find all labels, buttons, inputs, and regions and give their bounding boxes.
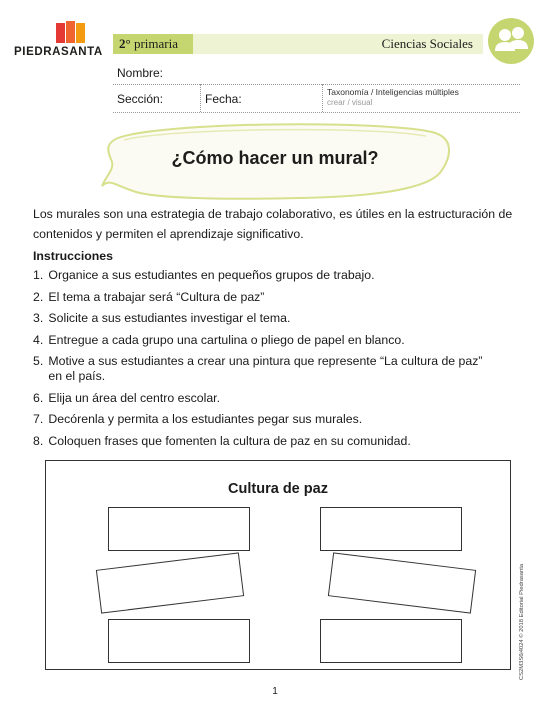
mural-card	[108, 507, 250, 551]
list-item	[33, 311, 513, 326]
step-text: Elija un área del centro escolar.	[48, 390, 220, 405]
list-item	[33, 333, 513, 348]
step-number: 2.	[33, 289, 44, 304]
grade-tab	[113, 34, 193, 54]
group-icon	[488, 18, 534, 64]
book-logo-icon	[54, 20, 88, 44]
divider	[113, 112, 520, 113]
mural-card	[328, 552, 476, 613]
page-number: 1	[272, 686, 278, 697]
step-number: 4.	[33, 332, 44, 347]
mural-card	[108, 619, 250, 663]
list-item	[33, 290, 513, 305]
grade-label	[119, 36, 178, 52]
step-number: 3.	[33, 311, 44, 325]
date-label: Fecha:	[205, 92, 242, 106]
step-text: Solicite a sus estudiantes investigar el tema.	[48, 311, 291, 325]
intro-paragraph: Los murales son una estrategia de trabajo colaborativo, es útiles en la estructuración de contenidos y permiten el aprendizaje significativo.	[33, 207, 513, 241]
publisher-name: PIEDRASANTA	[14, 46, 103, 58]
taxonomy-value: crear / visual	[327, 98, 373, 107]
grade-suffix: primaria	[133, 36, 178, 51]
list-item	[33, 434, 513, 449]
mural-card	[320, 507, 462, 551]
grade-number: 2°	[119, 36, 131, 51]
mural-card	[320, 619, 462, 663]
divider	[200, 84, 201, 112]
name-label: Nombre:	[117, 66, 164, 80]
mural-frame	[45, 460, 511, 670]
step-number: 1.	[33, 268, 44, 282]
page-title: ¿Cómo hacer un mural?	[171, 148, 379, 168]
step-text: El tema a trabajar será “Cultura de paz”	[48, 289, 265, 304]
step-number: 8.	[33, 433, 44, 448]
mural-card	[96, 552, 244, 613]
name-row	[113, 62, 520, 84]
step-number: 7.	[33, 412, 44, 426]
list-item	[33, 391, 513, 406]
subject-label: Ciencias Sociales	[381, 36, 473, 51]
divider	[322, 84, 323, 112]
publisher-logo	[14, 20, 114, 70]
subject-bar	[193, 34, 483, 54]
step-text: Decórenla y permita a los estudiantes pegar sus murales.	[48, 412, 363, 426]
step-text: Coloquen frases que fomenten la cultura de paz en su comunidad.	[48, 433, 411, 448]
side-code: CS2M3S6i4024 © 2018 Editorial Piedrasanta	[519, 563, 525, 680]
step-text: Motive a sus estudiantes a crear una pintura que represente “La cultura de paz” en el país.	[48, 354, 483, 383]
section-label: Sección:	[117, 92, 164, 106]
step-text: Organice a sus estudiantes en pequeños grupos de trabajo.	[48, 268, 375, 282]
mural-title: Cultura de paz	[228, 481, 328, 497]
divider	[113, 84, 520, 85]
list-item	[33, 268, 513, 283]
step-number: 5.	[33, 354, 44, 368]
taxonomy-label: Taxonomía / Inteligencias múltiples	[327, 87, 459, 97]
instructions-list	[33, 268, 513, 455]
list-item	[33, 354, 513, 384]
list-item	[33, 412, 513, 427]
instructions-heading: Instrucciones	[33, 249, 113, 263]
step-text: Entregue a cada grupo una cartulina o pliego de papel en blanco.	[48, 332, 405, 347]
step-number: 6.	[33, 390, 44, 405]
